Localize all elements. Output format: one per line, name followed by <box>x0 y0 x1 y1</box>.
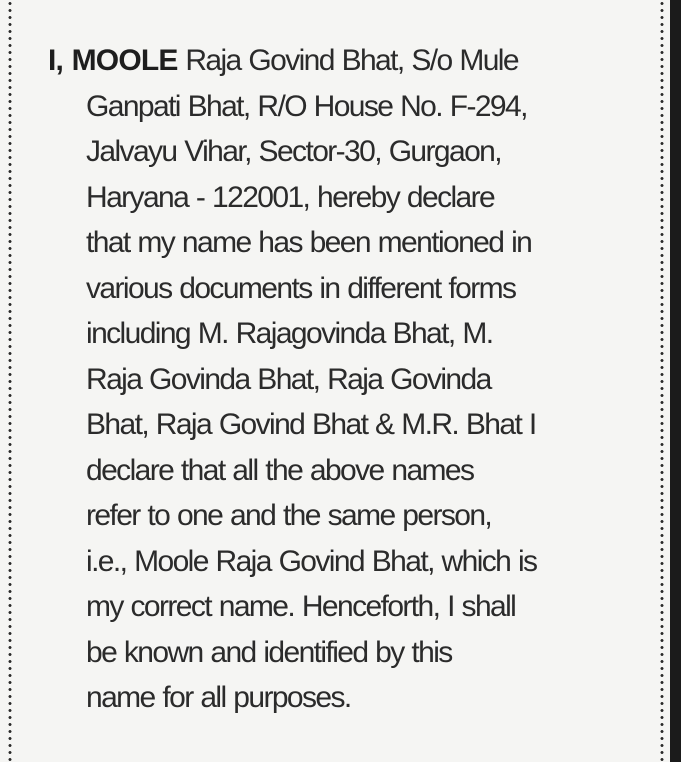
notice-line-3: Jalvayu Vihar, Sector-30, Gurgaon, <box>86 135 501 168</box>
notice-line-12: i.e., Moole Raja Govind Bhat, which is <box>86 544 537 578</box>
notice-body <box>48 38 648 721</box>
left-column-dotted-rule <box>8 0 12 762</box>
right-column-dotted-rule <box>660 0 664 762</box>
scan-frame-edge <box>670 0 681 762</box>
notice-lead-name: I, MOOLE <box>48 44 178 77</box>
notice-line-13: my correct name. Henceforth, I shall <box>86 590 516 623</box>
notice-line-9: Bhat, Raja Govind Bhat & M.R. Bhat I <box>86 408 536 441</box>
notice-line-14: be known and identified by this <box>86 635 452 669</box>
notice-line-7: including M. Rajagovinda Bhat, M. <box>86 317 493 350</box>
notice-line-6: various documents in different forms <box>86 271 516 305</box>
notice-line-10: declare that all the above names <box>86 453 474 487</box>
notice-line-15: name for all purposes. <box>86 681 351 714</box>
notice-line-2: Ganpati Bhat, R/O House No. F-294, <box>86 89 527 123</box>
notice-line-1-text: Raja Govind Bhat, S/o Mule <box>177 44 518 77</box>
notice-line-4: Haryana - 122001, hereby declare <box>86 180 495 214</box>
notice-line-8: Raja Govinda Bhat, Raja Govinda <box>86 362 491 396</box>
notice-line-5: that my name has been mentioned in <box>86 226 532 259</box>
notice-line-11: refer to one and the same person, <box>86 499 492 532</box>
notice-line-1 <box>48 38 648 84</box>
